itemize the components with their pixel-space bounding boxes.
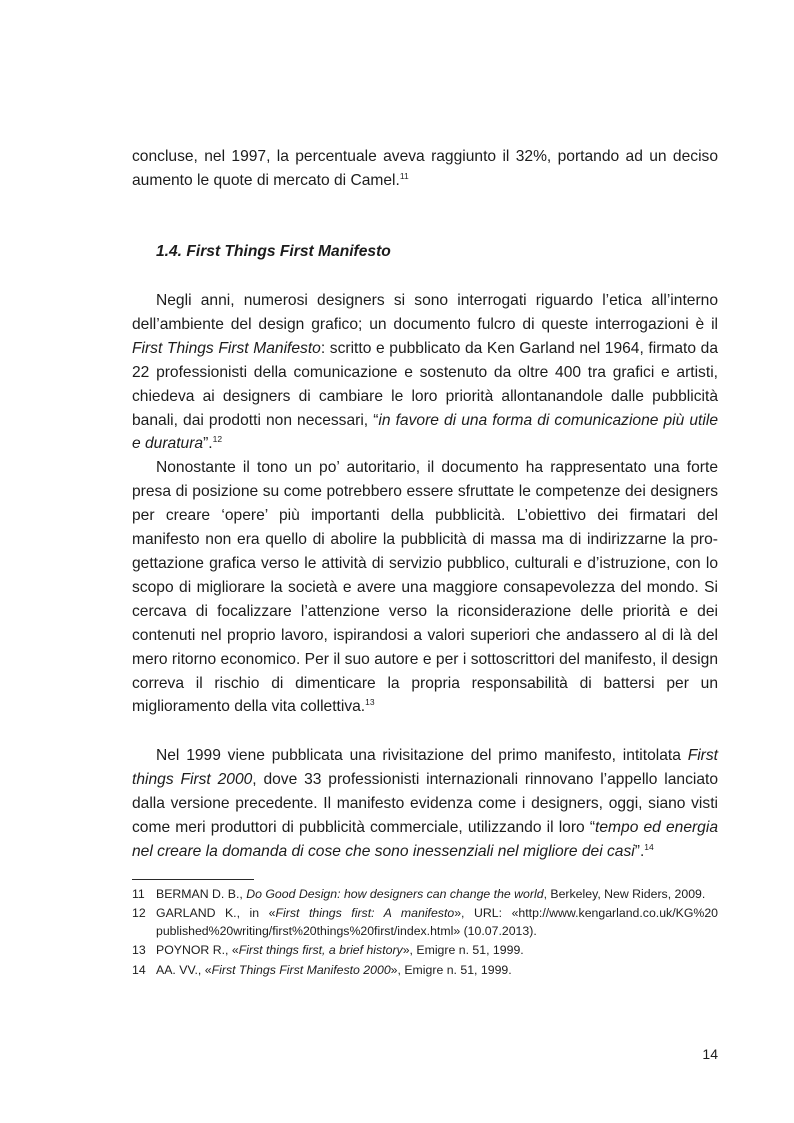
- main-body: [132, 289, 718, 719]
- footnote-ref-14[interactable]: 14: [644, 841, 654, 852]
- section-heading: 1.4. First Things First Manifesto: [156, 243, 391, 260]
- footnote-14: 14 AA. VV., «First Things First Manifesto 2000», Emigre n. 51, 1999.: [132, 962, 512, 977]
- footnote-11: 11 BERMAN D. B., Do Good Design: how designers can change the world, Berkeley, New Riders, 2009.: [132, 887, 706, 901]
- footnote-ref-13[interactable]: 13: [365, 697, 375, 708]
- footnote-ref-12[interactable]: 12: [212, 434, 223, 445]
- footnote-ref-11[interactable]: 11: [399, 170, 409, 181]
- footnote-separator: [132, 879, 254, 880]
- footnote-12: 12 GARLAND K., in «First things first: A manifesto», URL: «http://www.kengarland.co.uk/KG%20 published%20writing/first%20things%20first/index.html» (10.07.2013).: [132, 906, 718, 938]
- footnote-13: 13 POYNOR R., «First things first, a brief history», Emigre n. 51, 1999.: [132, 943, 524, 958]
- paragraph-1: Negli anni, numerosi designers si sono interrogati riguardo l’etica all’interno dell’ambiente del design grafico; un documento fulcro di queste interrogazioni è il First Things First Manifesto: scritto e pubblicato da Ken Garland nel 1964, firmato da 22 professionisti della comunicazione e sostenuto da oltre 400 tra grafici e artisti, chiedeva ai designers di cambiare le loro priorità allontanandole dalle pubblicità banali, dai prodotti non necessari, “in favore di una forma di comunicazione più utile e duratura”.$^{12}$: [132, 292, 718, 453]
- footnotes: [132, 886, 718, 981]
- paragraph-2: Nonostante il tono un po’ autoritario, il documento ha rappresentato una forte presa di posizione su come potrebbero essere sfruttate le competenze dei designers per creare ‘opere’ più importanti della pubblicità. L’obiettivo dei firmatari del manifesto non era quello di abolire la pubblicità di massa ma di indirizzarne la progettazione grafica verso le attività di servizio pubblico, culturali e d’istruzione, con lo scopo di migliorare la società e avere una maggiore consapevolezza del mondo. Si cercava di focalizzare l’attenzione verso la riconsiderazione delle priorità e dei contenuti nel proprio lavoro, ispirandosi a valori superiori che andassero al di là del mero ritorno economico. Per il suo autore e per i sottoscrittori del manifesto, il design correva il rischio di dimenticare la propria responsabilità di battersi per un miglioramento della vita collettiva.$^{13}$: [132, 459, 718, 716]
- paragraph-3: Nel 1999 viene pubblicata una rivisitazione del primo manifesto, intitolata First things First 2000, dove 33 professionisti internazionali rinnovano l’appello lanciato dalla versione precedente. Il manifesto evidenza come i designers, oggi, siano visti come meri produttori di pubblicità commerciale, utilizzando il loro “tempo ed energia nel creare la domanda di cose che sono inessenziali nel migliore dei casi”.$^{14}$: [132, 747, 719, 860]
- continuation-paragraph: concluse, nel 1997, la percentuale aveva raggiunto il 32%, portando ad un deciso aumento le quote di mercato di Camel.$^{11}$: [132, 148, 718, 189]
- page-number: 14: [702, 1046, 718, 1062]
- paragraph-3-block: [132, 744, 718, 864]
